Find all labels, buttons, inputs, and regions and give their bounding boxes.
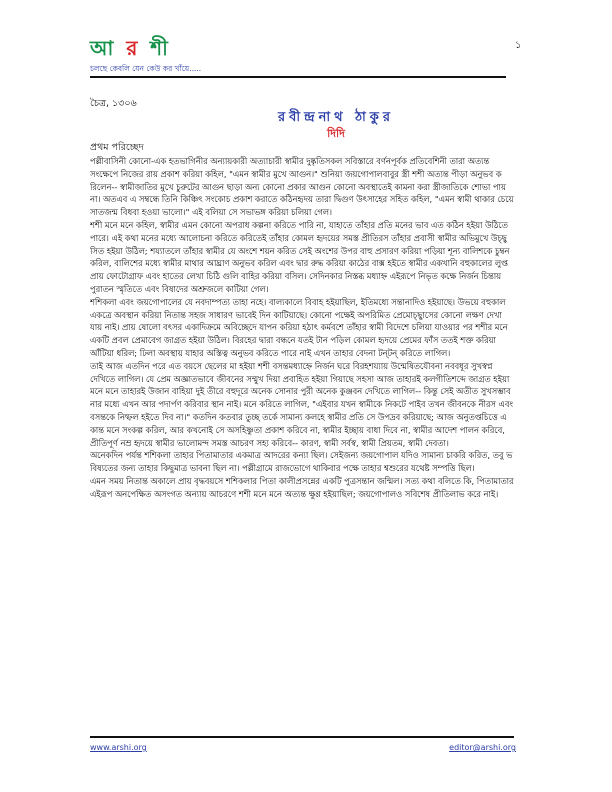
paragraph-6: এমন সময় নিতান্ত অকালে প্রায় বৃদ্ধবয়সে শশিকলার পিতা কালীপ্রসন্নের একটি পুত্রসন্তান জন্মিল। সত্য কথা বলিতে কি, পিতামাতার এইরূপ অনপেক্ষিত অসংগত অন্যায় আচরণে শশী মনে মনে অত্যন্ত ক্ষুণ্ণ হইয়াছিল; জয়গোপালও সবিশেষ প্রীতিলাভ করে নাই। [90,475,514,499]
header-divider [90,76,506,78]
website-link[interactable]: www.arshi.org [90,743,147,752]
paragraph-1: পল্লীবাসিনী কোনো-এক হতভাগিনীর অন্যায়কারী অত্যাচারী স্বামীর দুষ্কৃতিসকল সবিস্তারে বর্ণনপূর্বক প্রতিবেশিনী তারা অত্যন্ত সংক্ষেপে নিজের রায় প্রকাশ করিয়া কহিল, "এমন স্বামীর মুখে আগুন।" শুনিয়া জয়গোপালবাবুর স্ত্রী শশী অত্যন্ত পীড়া অনুভব করিলেন-- স্বামীজাতির মুখে চুরুটের আগুন ছাড়া অন্য কোনো প্রকার আগুন কোনো অবস্থাতেই কামনা করা স্ত্রীজাতিকে শোভা পায় না। অতএব এ সম্বন্ধে তিনি কিঞ্চিৎ সংকোচ প্রকাশ করাতে কঠিনহৃদয় তারা দ্বিগুণ উৎসাহের সহিত কহিল, "এমন স্বামী থাকার চেয়ে সাতজন্ম বিধবা হওয়া ভালো।" এই বলিয়া সে সভাভঙ্গ করিয়া চলিয়া গেল। [90,156,514,218]
logo-letter-a: আ [90,36,117,60]
paragraph-3: শশিকলা এবং জয়গোপালের যে নবদাম্পত্য তাহা নহে। বাল্যকালে বিবাহ হইয়াছিল, ইতিমধ্যে সন্তানাদিও হইয়াছে। উভয়ে বহুকাল একত্রে অবস্থান করিয়া নিতান্ত সহজ সাধারণ ভাবেই দিন কাটিয়াছে। কোনো পক্ষেই অপরিমিত প্রেমোচ্ছ্বাসের কোনো লক্ষণ দেখা যায় নাই। প্রায় ষোলো বৎসর একাদিক্রমে অবিচ্ছেদে যাপন করিয়া হঠাৎ কর্মবশে তাঁহার স্বামী বিদেশে চলিয়া যাওয়ার পর শশীর মনে একটি প্রবল প্রেমাবেগ জাগ্রত হইয়া উঠিল। বিরহের দ্বারা বন্ধনে যতই টান পড়িল কোমল হৃদয়ে প্রেমের ফাঁস ততই শক্ত করিয়া আঁটিয়া ধরিল; ঢিলা অবস্থায় যাহার অস্তিত্ব অনুভব করিতে পারে নাই এখন তাহার বেদনা টন্‌টন্‌ করিতে লাগিল। [90,296,508,358]
story-body [90,155,514,501]
site-logo[interactable] [90,34,171,67]
editor-email-link[interactable]: editor@arshi.org [449,743,516,752]
publication-date: চৈত্র, ১৩০৬ [90,98,137,109]
footer-divider [90,736,514,738]
paragraph-2: শশী মনে মনে কহিল, স্বামীর এমন কোনো অপরাধ কল্পনা করিতে পারি না, যাহাতে তাঁহার প্রতি মনের ভাব এত কঠিন হইয়া উঠিতে পারে। এই কথা মনের মধ্যে আলোচনা করিতে করিতেই তাঁহার কোমল হৃদয়ের সমস্ত প্রীতিরস তাঁহার প্রবাসী স্বামীর অভিমুখে উচ্ছ্বসিত হইয়া উঠিল; শয্যাতলে তাঁহার স্বামীর যে অংশে শয়ন করিত সেই অংশের উপর বাহু প্রসারণ করিয়া পড়িয়া শূন্য বালিশকে চুম্বন করিল, বালিশের মধ্যে স্বামীর মাথার আঘ্রাণ অনুভব করিল এবং দ্বার রুদ্ধ করিয়া কাঠের বাক্স হইতে স্বামীর একখানি বহুকালের লুপ্তপ্রায় ফোটোগ্রাফ এবং হাতের লেখা চিঠি গুলি বাহির করিয়া বসিল। সেদিনকার নিস্তব্ধ মধ্যাহ্ন এইরূপে নিভৃত কক্ষে নির্জন চিন্তায় পুরাতন স্মৃতিতে এবং বিষাদের অশ্রুজলে কাটিয়া গেল। [90,219,510,294]
paragraph-4: তাই আজ এতদিন পরে এত বয়সে ছেলের মা হইয়া শশী বসন্তমধ্যাহ্নে নির্জন ঘরে বিরহশয্যায় উন্মেষিতযৌবনা নববধূর সুখস্বপ্ন দেখিতে লাগিল। যে প্রেম অজ্ঞাতভাবে জীবনের সম্মুখ দিয়া প্রবাহিত হইয়া গিয়াছে সহসা আজ তাহারই কলগীতিশব্দে জাগ্রত হইয়া মনে মনে তাহারই উজান বাহিয়া দুই তীরে বহুদূরে অনেক সোনার পুরী অনেক কুঞ্জবন দেখিতে লাগিল-- কিন্তু সেই অতীত সুখসম্ভাবনার মধ্যে এখন আর পদার্পণ করিবার স্থান নাই। মনে করিতে লাগিল, "এইবার যখন স্বামীকে নিকটে পাইব তখন জীবনকে নীরস এবং বসন্তকে নিষ্ফল হইতে দিব না।" কতদিন কতবার তুচ্ছ তর্কে সামান্য কলহে স্বামীর প্রতি সে উপদ্রব করিয়াছে; আজ অনুতপ্তচিত্তে একান্ত মনে সংকল্প করিল, আর কখনোই সে অসহিষ্ণুতা প্রকাশ করিবে না, স্বামীর ইচ্ছায় বাধা দিবে না, স্বামীর আদেশ পালন করিবে, প্রীতিপূর্ণ নম্র হৃদয়ে স্বামীর ভালোমন্দ সমস্ত আচরণ সহ্য করিবে-- কারণ, স্বামী সর্বস্ব, স্বামী প্রিয়তম, স্বামী দেবতা। [90,360,514,448]
logo-letter-ra: র [126,36,141,60]
story-title: দিদি [327,127,345,140]
page-number: ১ [515,40,522,51]
paragraph-5: অনেকদিন পর্যন্ত শশিকলা তাহার পিতামাতার একমাত্র আদরের কন্যা ছিল। সেইজন্য জয়গোপাল যদিও সামান্য চাকরি করিত, তবু ভবিষ্যতের জন্য তাহার কিছুমাত্র ভাবনা ছিল না। পল্লীগ্রামে রাজভোগে থাকিবার পক্ষে তাহার শ্বশুরের যথেষ্ট সম্পত্তি ছিল। [90,450,513,474]
author-name: রবীন্দ্রনাথ ঠাকুর [277,110,395,125]
logo-letter-shi: শী [150,36,171,60]
site-tagline: চলছে কেবলি যেন কেউ কর খাঁয়ে..... [90,64,202,73]
chapter-heading: প্রথম পরিচ্ছেদ [90,142,144,153]
